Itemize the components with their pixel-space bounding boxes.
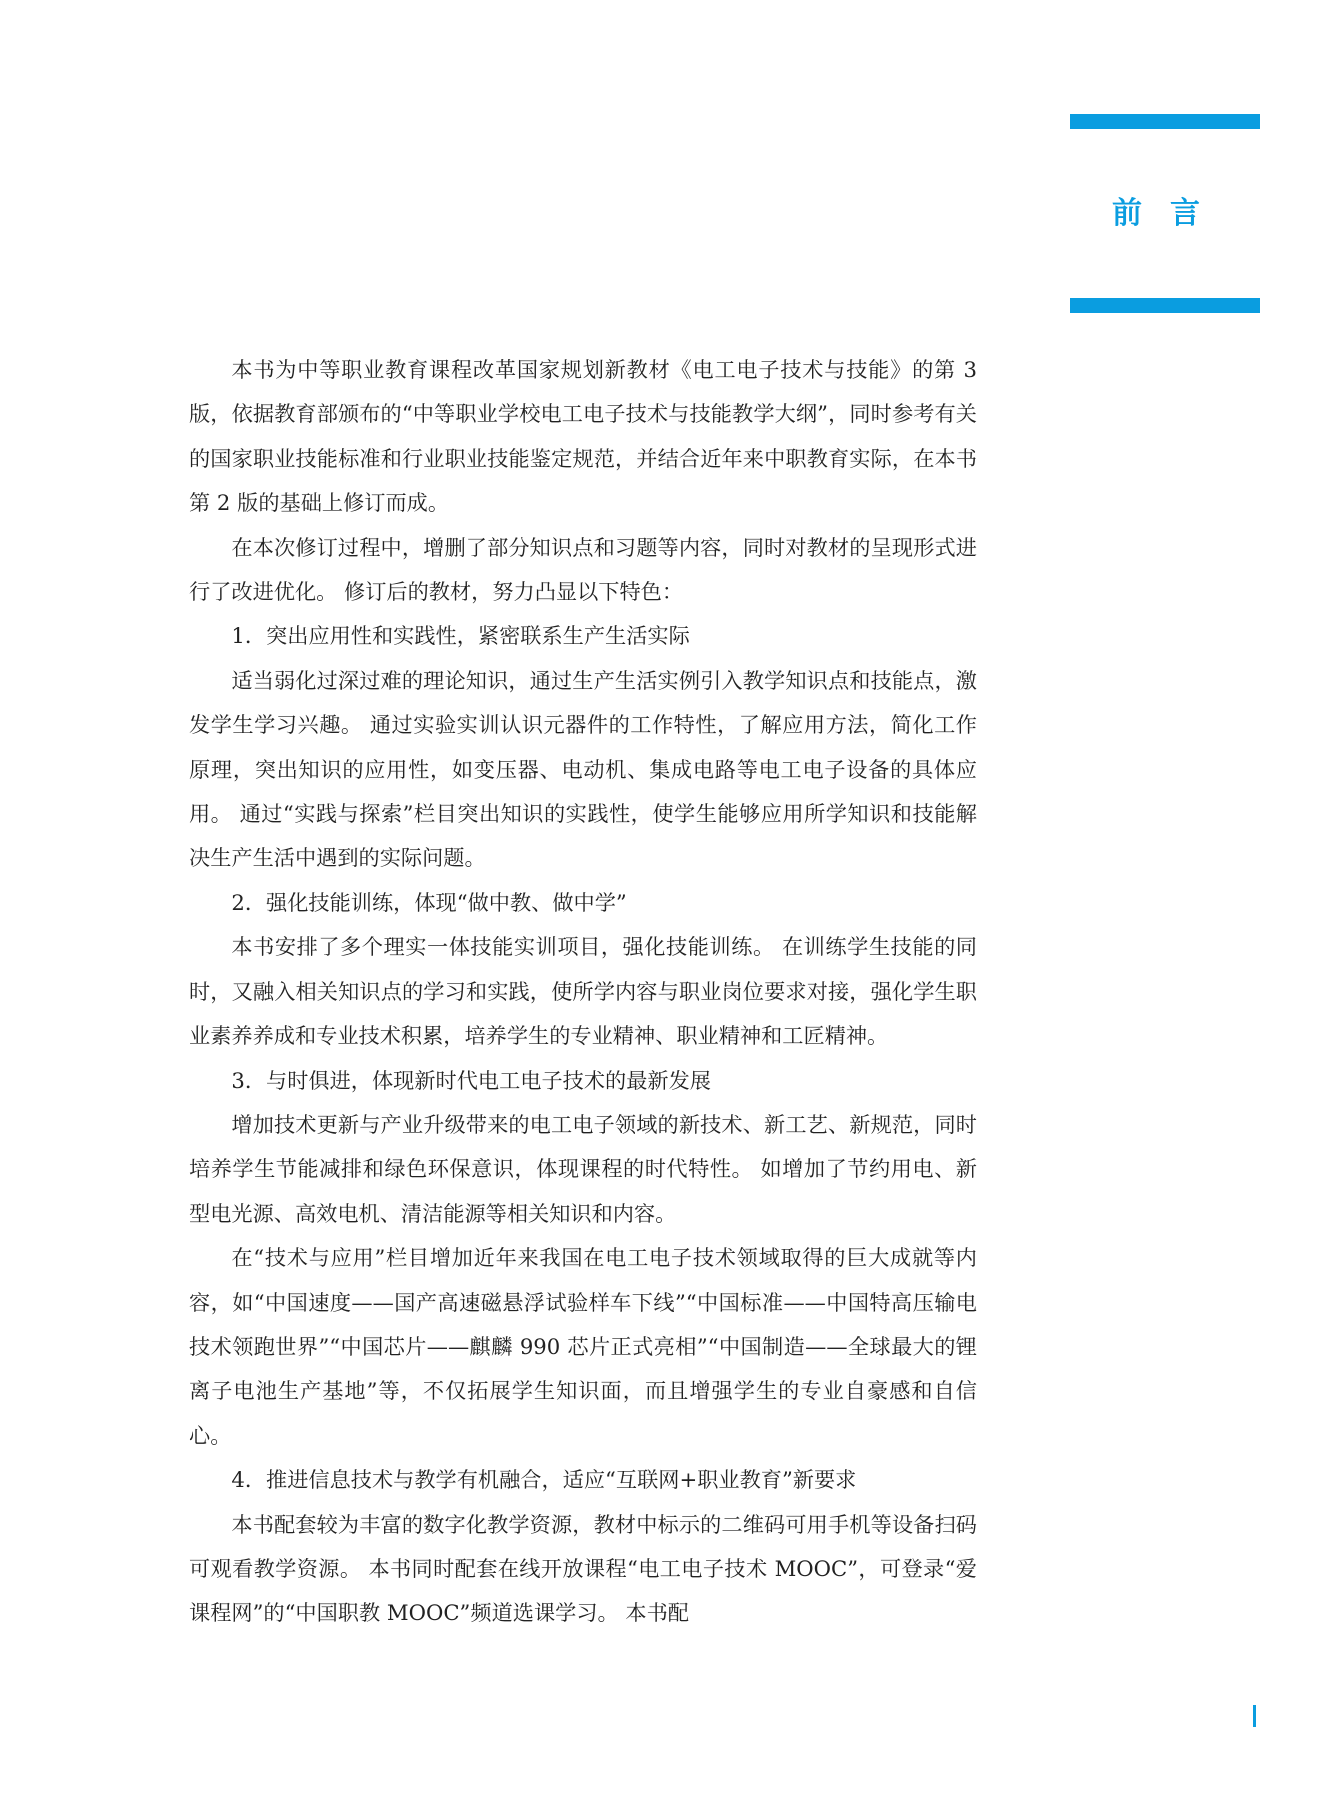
feature-body-3a: 增加技术更新与产业升级带来的电工电子领域的新技术、新工艺、新规范，同时培养学生节能减排和绿色环保意识，体现课程的时代特性。 如增加了节约用电、新型电光源、高效电机、清洁能源等相关知识和内容。	[189, 1111, 977, 1226]
feature-body-2: 本书安排了多个理实一体技能实训项目，强化技能训练。 在训练学生技能的同时，又融入相关知识点的学习和实践，使所学内容与职业岗位要求对接，强化学生职业素养养成和专业技术积累，培养学生的专业精神、职业精神和工匠精神。	[189, 934, 977, 1049]
heading-rule-bottom	[1070, 298, 1260, 313]
page-number	[1253, 1705, 1256, 1727]
feature-heading-3: 3．与时俱进，体现新时代电工电子技术的最新发展	[231, 1067, 711, 1093]
feature-heading-4: 4．推进信息技术与教学有机融合，适应“互联网+职业教育”新要求	[231, 1467, 857, 1493]
feature-heading-2: 2．强化技能训练，体现“做中教、做中学”	[231, 889, 627, 915]
page-title: 前言	[1112, 196, 1228, 231]
paragraph-revision: 在本次修订过程中，增删了部分知识点和习题等内容，同时对教材的呈现形式进行了改进优化。 修订后的教材，努力凸显以下特色：	[189, 534, 977, 605]
feature-body-4: 本书配套较为丰富的数字化教学资源，教材中标示的二维码可用手机等设备扫码可观看教学资源。 本书同时配套在线开放课程“电工电子技术 MOOC”，可登录“爱课程网”的“中国职教 MOOC”频道选课学习。 本书配	[189, 1511, 977, 1626]
feature-body-1: 适当弱化过深过难的理论知识，通过生产生活实例引入教学知识点和技能点，激发学生学习兴趣。 通过实验实训认识元器件的工作特性，了解应用方法，简化工作原理，突出知识的应用性，如变压器、电动机、集成电路等电工电子设备的具体应用。 通过“实践与探索”栏目突出知识的实践性，使学生能够应用所学知识和技能解决生产生活中遇到的实际问题。	[189, 667, 977, 871]
body-text	[189, 348, 977, 1636]
feature-body-3b: 在“技术与应用”栏目增加近年来我国在电工电子技术领域取得的巨大成就等内容，如“中国速度——国产高速磁悬浮试验样车下线”“中国标准——中国特高压输电技术领跑世界”“中国芯片——麒麟 990 芯片正式亮相”“中国制造——全球最大的锂离子电池生产基地”等，不仅拓展学生知识面，而且增强学生的专业自豪感和自信心。	[189, 1245, 977, 1448]
heading-rule-top	[1070, 114, 1260, 129]
feature-heading-1: 1．突出应用性和实践性，紧密联系生产生活实际	[231, 623, 690, 649]
paragraph-intro: 本书为中等职业教育课程改革国家规划新教材《电工电子技术与技能》的第 3 版，依据教育部颁布的“中等职业学校电工电子技术与技能教学大纲”，同时参考有关的国家职业技能标准和行业职业技能鉴定规范，并结合近年来中职教育实际，在本书第 2 版的基础上修订而成。	[189, 357, 977, 516]
